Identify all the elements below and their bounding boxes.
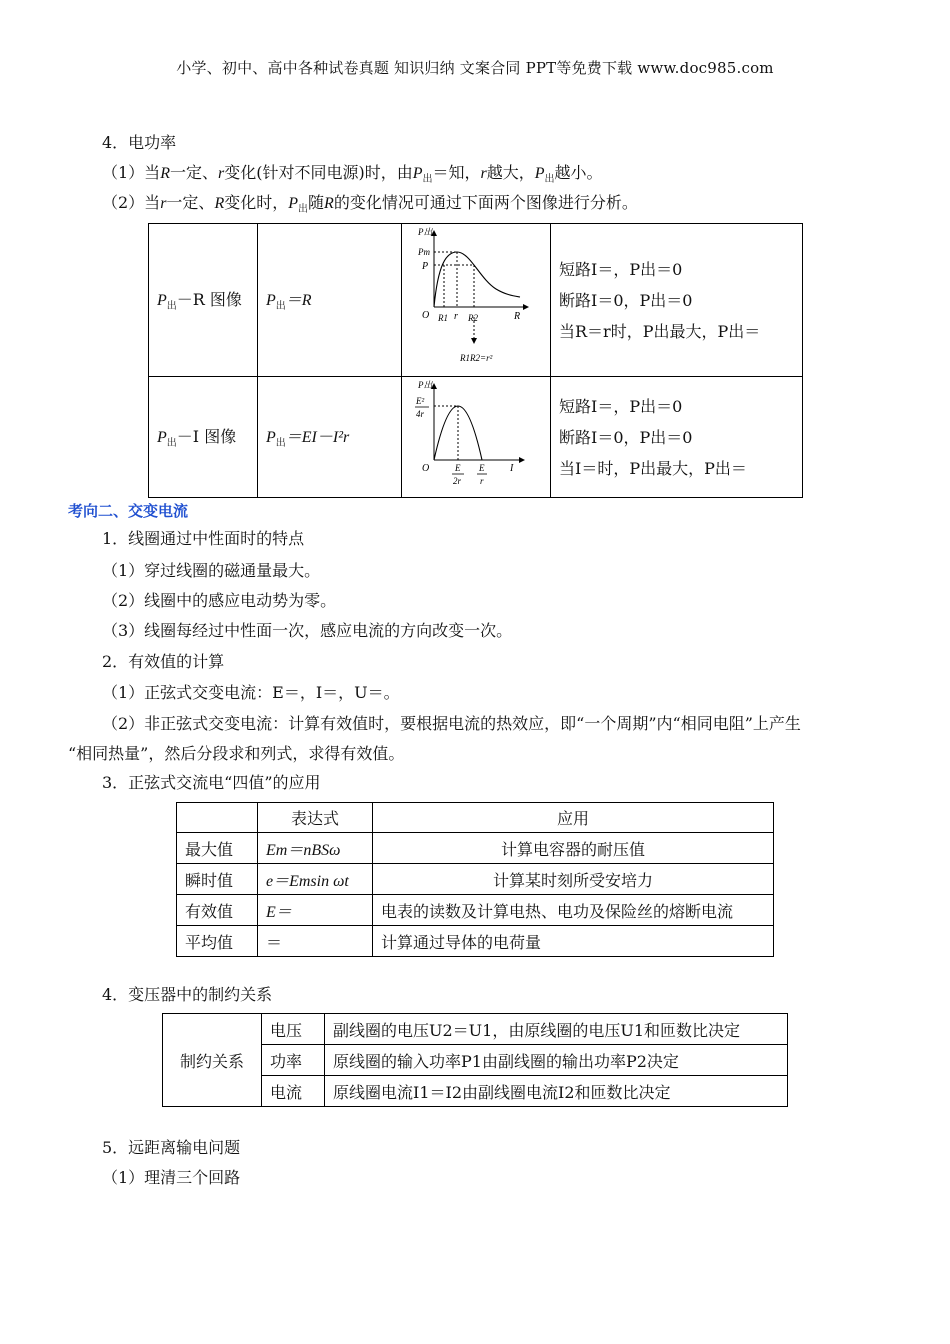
header-cell [177, 803, 258, 833]
top-den: 4r [416, 408, 425, 419]
x-label: R [514, 310, 521, 322]
effective-value-title: 2．有效值的计算 [102, 652, 225, 671]
value-expr: Em＝nBSω [258, 833, 373, 864]
condition-open: 断路I＝0，P出＝0 [559, 290, 693, 310]
p-label: P [422, 260, 429, 272]
value-usage: 计算电容器的耐压值 [373, 833, 774, 864]
condition-max: 当R＝r时，P出最大，P出＝ [559, 321, 761, 341]
four-values-title: 3．正弦式交流电“四值”的应用 [102, 773, 321, 792]
effective-value-item-1: （1）正弦式交变电流：E＝，I＝，U＝。 [102, 683, 400, 702]
x1-num: E [455, 462, 461, 473]
graph-cell-pi [402, 377, 551, 498]
top-num: E² [416, 395, 425, 406]
four-values-table [176, 802, 774, 957]
transmission-title: 5．远距离输电问题 [102, 1138, 241, 1157]
y-label: P出 [418, 379, 433, 390]
section-title-power: 4．电功率 [102, 133, 177, 152]
neutral-plane-item-3: （3）线圈每经过中性面一次，感应电流的方向改变一次。 [102, 621, 513, 640]
value-name: 平均值 [177, 926, 258, 957]
condition-short: 短路I＝，P出＝0 [559, 396, 683, 416]
table-row [177, 833, 774, 864]
r2-label: R2 [468, 312, 478, 323]
section-heading-ac: 考向二、交变电流 [68, 502, 189, 520]
neutral-plane-item-1: （1）穿过线圈的磁通量最大。 [102, 561, 321, 580]
neutral-plane-title: 1．线圈通过中性面时的特点 [102, 529, 305, 548]
origin-label: O [422, 462, 430, 474]
value-name: 瞬时值 [177, 864, 258, 895]
header-cell: 应用 [373, 803, 774, 833]
power-graph-table [148, 223, 803, 498]
table-row [163, 1014, 788, 1045]
x-label: I [510, 462, 514, 474]
x2-den: r [480, 475, 484, 486]
graph-conditions-cell [551, 377, 803, 498]
p-r-graph [402, 225, 550, 376]
page-header: 小学、初中、高中各种试卷真题 知识归纳 文案合同 PPT等免费下载 www.doc985.com [176, 59, 774, 77]
value-expr: E＝ [258, 895, 373, 926]
constraint-type: 电流 [262, 1076, 325, 1107]
transformer-table [162, 1013, 788, 1107]
power-paragraph-1: （1）当R一定、r变化(针对不同电源)时，由$P_出=$知，r越大，$P_出$越小。 [102, 163, 603, 186]
power-curve [434, 252, 520, 307]
pm-label: Pm [418, 246, 430, 257]
transmission-item-1: （1）理清三个回路 [102, 1168, 241, 1187]
value-expr: ＝ [258, 926, 373, 957]
r-label: r [454, 310, 458, 322]
graph-expr-cell: $P_出=EI-I^2r$ [258, 377, 402, 498]
table-row [177, 895, 774, 926]
r1-label: R1 [438, 312, 448, 323]
table-row [177, 926, 774, 957]
constraint-label: 制约关系 [163, 1014, 262, 1107]
constraint-rule: 副线圈的电压U2＝U1，由原线圈的电压U1和匝数比决定 [325, 1014, 788, 1045]
constraint-rule: 原线圈的输入功率P1由副线圈的输出功率P2决定 [325, 1045, 788, 1076]
neutral-plane-item-2: （2）线圈中的感应电动势为零。 [102, 591, 337, 610]
table-row [149, 224, 803, 377]
y-label: P出 [418, 226, 433, 237]
note-label: R1R2=r² [460, 352, 493, 363]
value-expr: e＝Emsin ωt [258, 864, 373, 895]
table-header-row [177, 803, 774, 833]
constraint-type: 功率 [262, 1045, 325, 1076]
graph-cell-pr [402, 224, 551, 377]
x1-den: 2r [453, 475, 462, 486]
origin-label: O [422, 309, 430, 321]
constraint-type: 电压 [262, 1014, 325, 1045]
constraint-rule: 原线圈电流I1＝I2由副线圈电流I2和匝数比决定 [325, 1076, 788, 1107]
graph-name-cell: $P_出-I$ 图像 [149, 377, 258, 498]
table-row [177, 864, 774, 895]
condition-short: 短路I＝，P出＝0 [559, 259, 683, 279]
value-usage: 电表的读数及计算电热、电功及保险丝的熔断电流 [373, 895, 774, 926]
transformer-title: 4．变压器中的制约关系 [102, 985, 273, 1004]
value-usage: 计算某时刻所受安培力 [373, 864, 774, 895]
header-cell: 表达式 [258, 803, 373, 833]
graph-conditions-cell [551, 224, 803, 377]
effective-value-item-2b: “相同热量”，然后分段求和列式，求得有效值。 [68, 744, 405, 763]
value-name: 最大值 [177, 833, 258, 864]
graph-name-cell: $P_出-R$ 图像 [149, 224, 258, 377]
effective-value-item-2a: （2）非正弦式交变电流：计算有效值时，要根据电流的热效应，即“一个周期”内“相同电阻”上产生 [102, 714, 801, 733]
condition-max: 当I＝时，P出最大，P出＝ [559, 458, 747, 478]
value-name: 有效值 [177, 895, 258, 926]
graph-expr-cell: $P_出=R$ [258, 224, 402, 377]
p-i-graph [402, 378, 550, 497]
table-row [149, 377, 803, 498]
condition-open: 断路I＝0，P出＝0 [559, 427, 693, 447]
x2-num: E [479, 462, 485, 473]
power-paragraph-2: （2）当r一定、R变化时，$P_出$随R的变化情况可通过下面两个图像进行分析。 [102, 193, 638, 216]
value-usage: 计算通过导体的电荷量 [373, 926, 774, 957]
